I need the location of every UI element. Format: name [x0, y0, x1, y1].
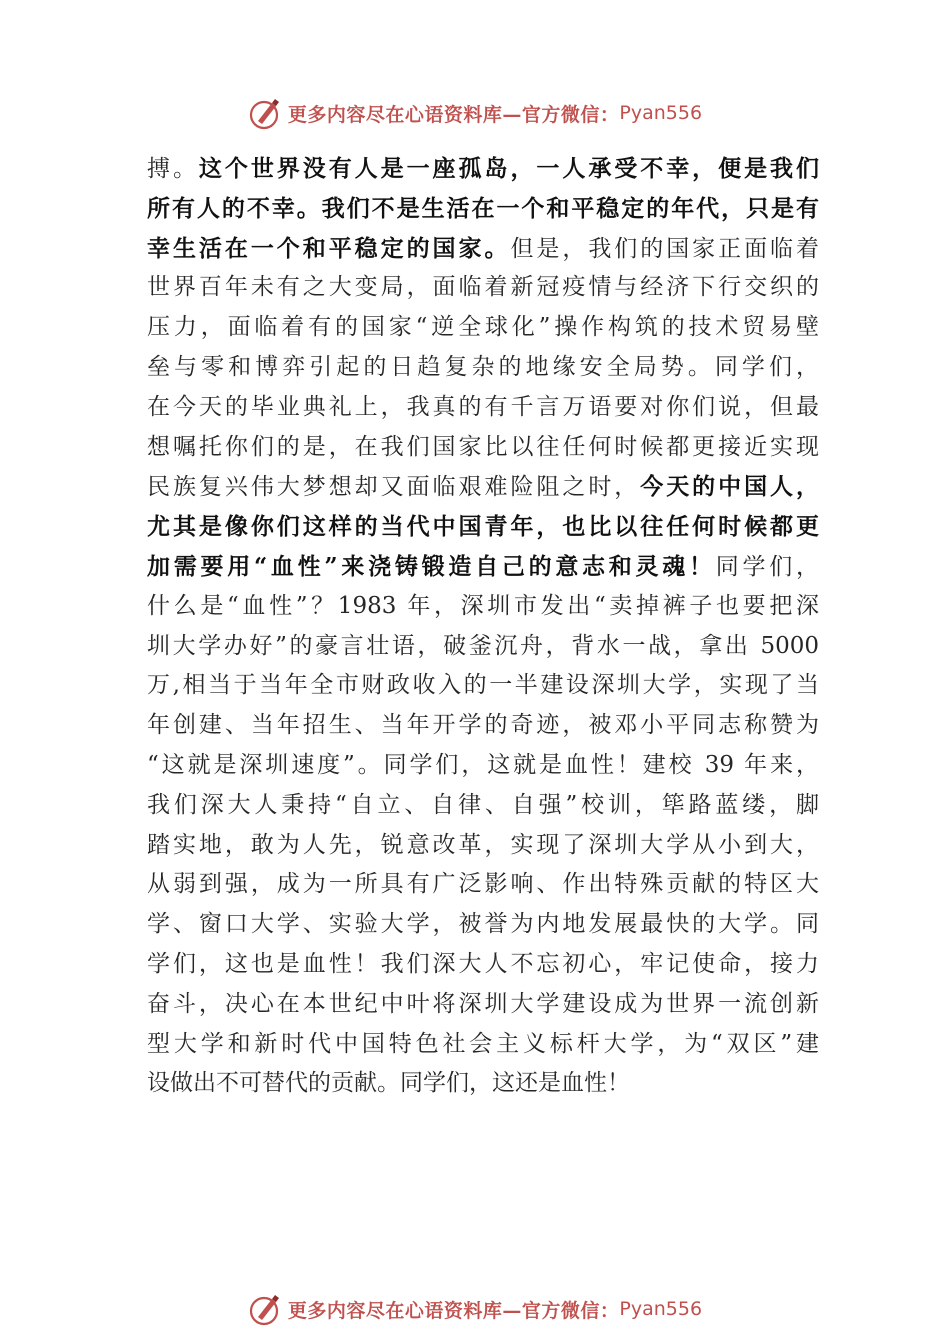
banner-brand-text: 更多内容尽在心语资料库—官方微信：	[287, 103, 620, 126]
banner-brand-text: 更多内容尽在心语资料库—官方微信：	[287, 1299, 620, 1322]
footer-banner	[0, 1289, 950, 1329]
text-line	[147, 1064, 819, 1104]
text-segment: 我们深大人秉持“自立、自律、自强”校训，筚路蓝缕，脚	[147, 791, 819, 818]
text-line	[147, 149, 819, 189]
text-line	[147, 348, 819, 388]
text-line	[147, 1025, 819, 1065]
bold-text-segment: 尤其是像你们这样的当代中国青年，也比以往任何时候都更	[147, 513, 819, 541]
text-line	[147, 308, 819, 348]
text-segment: 想嘱托你们的是，在我们国家比以往任何时候都更接近实现	[147, 433, 819, 460]
text-segment: 设做出不可替代的贡献。同学们，这还是血性！	[147, 1070, 630, 1097]
text-line	[147, 189, 819, 229]
banner-wechat-id: Pyan556	[619, 1298, 703, 1320]
text-line	[147, 746, 819, 786]
text-segment: 但是，我们的国家正面临着	[510, 235, 820, 262]
text-segment: “这就是深圳速度”。同学们，这就是血性！建校 39 年来，	[147, 751, 819, 778]
bold-text-segment: 所有人的不幸。我们不是生活在一个和平稳定的年代，只是有	[147, 194, 819, 222]
text-line	[147, 706, 819, 746]
text-line	[147, 865, 819, 905]
bold-text-segment: 幸生活在一个和平稳定的国家。	[147, 234, 511, 262]
text-line	[147, 547, 819, 587]
text-line	[147, 507, 819, 547]
text-segment: 万,相当于当年全市财政收入的一半建设深圳大学，实现了当	[147, 672, 819, 699]
text-line	[147, 428, 819, 468]
text-segment: 年创建、当年招生、当年开学的奇迹，被邓小平同志称赞为	[147, 712, 819, 739]
pen-logo-icon	[248, 95, 284, 131]
text-segment: 从弱到强，成为一所具有广泛影响、作出特殊贡献的特区大	[147, 871, 819, 898]
bold-text-segment: 加需要用“血性”来浇铸锻造自己的意志和灵魂！	[147, 552, 716, 580]
text-line	[147, 985, 819, 1025]
header-banner	[0, 93, 950, 133]
text-segment: 压力，面临着有的国家“逆全球化”操作构筑的技术贸易壁	[147, 314, 819, 341]
text-line	[147, 229, 819, 269]
text-segment: 踏实地，敢为人先，锐意改革，实现了深圳大学从小到大，	[147, 831, 819, 858]
text-segment: 奋斗，决心在本世纪中叶将深圳大学建设成为世界一流创新	[147, 990, 819, 1017]
text-line	[147, 905, 819, 945]
bold-text-segment: 这个世界没有人是一座孤岛，一人承受不幸，便是我们	[198, 155, 820, 182]
text-segment: 民族复兴伟大梦想却又面临艰难险阻之时，	[147, 474, 641, 501]
text-segment: 搏。	[147, 156, 199, 182]
bold-text-segment: 今天的中国人，	[640, 473, 820, 501]
pen-logo-icon	[248, 1291, 284, 1327]
text-line	[147, 786, 819, 826]
document-body	[147, 149, 819, 1104]
text-segment: 垒与零和博弈引起的日趋复杂的地缘安全局势。同学们，	[147, 353, 819, 380]
text-line	[147, 666, 819, 706]
text-line	[147, 945, 819, 985]
text-segment: 同学们，	[715, 553, 820, 580]
text-segment: 世界百年未有之大变局，面临着新冠疫情与经济下行交织的	[147, 274, 819, 301]
text-segment: 型大学和新时代中国特色社会主义标杆大学，为“双区”建	[147, 1030, 819, 1057]
text-segment: 圳大学办好”的豪言壮语，破釜沉舟，背水一战，拿出 5000	[147, 632, 819, 659]
text-segment: 学们，这也是血性！我们深大人不忘初心，牢记使命，接力	[147, 950, 819, 977]
text-segment: 学、窗口大学、实验大学，被誉为内地发展最快的大学。同	[147, 911, 819, 938]
text-line	[147, 467, 819, 507]
text-line	[147, 826, 819, 866]
text-line	[147, 587, 819, 627]
banner-wechat-id: Pyan556	[619, 102, 703, 124]
text-segment: 在今天的毕业典礼上，我真的有千言万语要对你们说，但最	[147, 393, 819, 420]
text-line	[147, 268, 819, 308]
text-line	[147, 627, 819, 667]
text-segment: 什么是“血性”？1983 年，深圳市发出“卖掉裤子也要把深	[147, 592, 819, 619]
text-line	[147, 388, 819, 428]
